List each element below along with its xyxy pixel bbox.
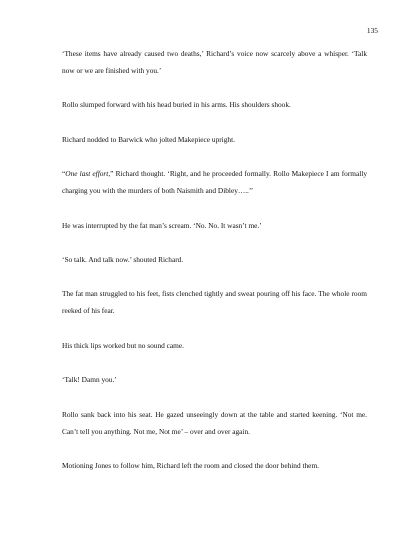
paragraph-text: ‘Talk! Damn you.’ bbox=[62, 375, 117, 385]
paragraph-text: ‘These items have already caused two deaths,’ Richard’s voice now scarcely above a whisper. ‘Talk now or we are finished with you.’ bbox=[62, 49, 367, 75]
paragraph bbox=[62, 165, 367, 199]
paragraph bbox=[62, 285, 367, 319]
paragraph bbox=[62, 45, 367, 79]
paragraph bbox=[62, 251, 367, 268]
paragraph-text: Richard nodded to Barwick who jolted Makepiece upright. bbox=[62, 134, 235, 144]
paragraph-text: His thick lips worked but no sound came. bbox=[62, 340, 184, 350]
paragraph-italic-text: One last effort bbox=[65, 169, 109, 179]
paragraph-text: He was interrupted by the fat man’s scream. ‘No. No. It wasn’t me.’ bbox=[62, 220, 262, 230]
paragraph-text: Rollo slumped forward with his head buried in his arms. His shoulders shook. bbox=[62, 100, 291, 110]
paragraph bbox=[62, 96, 367, 113]
body-text bbox=[62, 45, 367, 474]
page-number: 135 bbox=[366, 26, 378, 35]
paragraph-text: Motioning Jones to follow him, Richard left the room and closed the door behind them. bbox=[62, 460, 319, 470]
paragraph bbox=[62, 457, 367, 474]
paragraph bbox=[62, 337, 367, 354]
paragraph bbox=[62, 131, 367, 148]
paragraph bbox=[62, 406, 367, 440]
paragraph-text: Rollo sank back into his seat. He gazed unseeingly down at the table and started keening. ‘Not me. Can’t tell you anything. Not me, Not me’ – over and over again. bbox=[62, 409, 367, 436]
paragraph bbox=[62, 371, 367, 388]
paragraph-open-quote: “ bbox=[62, 169, 66, 179]
paragraph-text: ‘So talk. And talk now.’ shouted Richard. bbox=[62, 254, 184, 264]
paragraph-text: ,” Richard thought. ‘Right, and he proceeded formally. Rollo Makepiece I am formally charging you with the murders of both Naismith and Dibley…..’’ bbox=[62, 169, 368, 196]
paragraph-text: The fat man struggled to his feet, fists clenched tightly and sweat pouring off his face. The whole room reeked of his fear. bbox=[62, 289, 367, 316]
paragraph bbox=[62, 217, 367, 234]
